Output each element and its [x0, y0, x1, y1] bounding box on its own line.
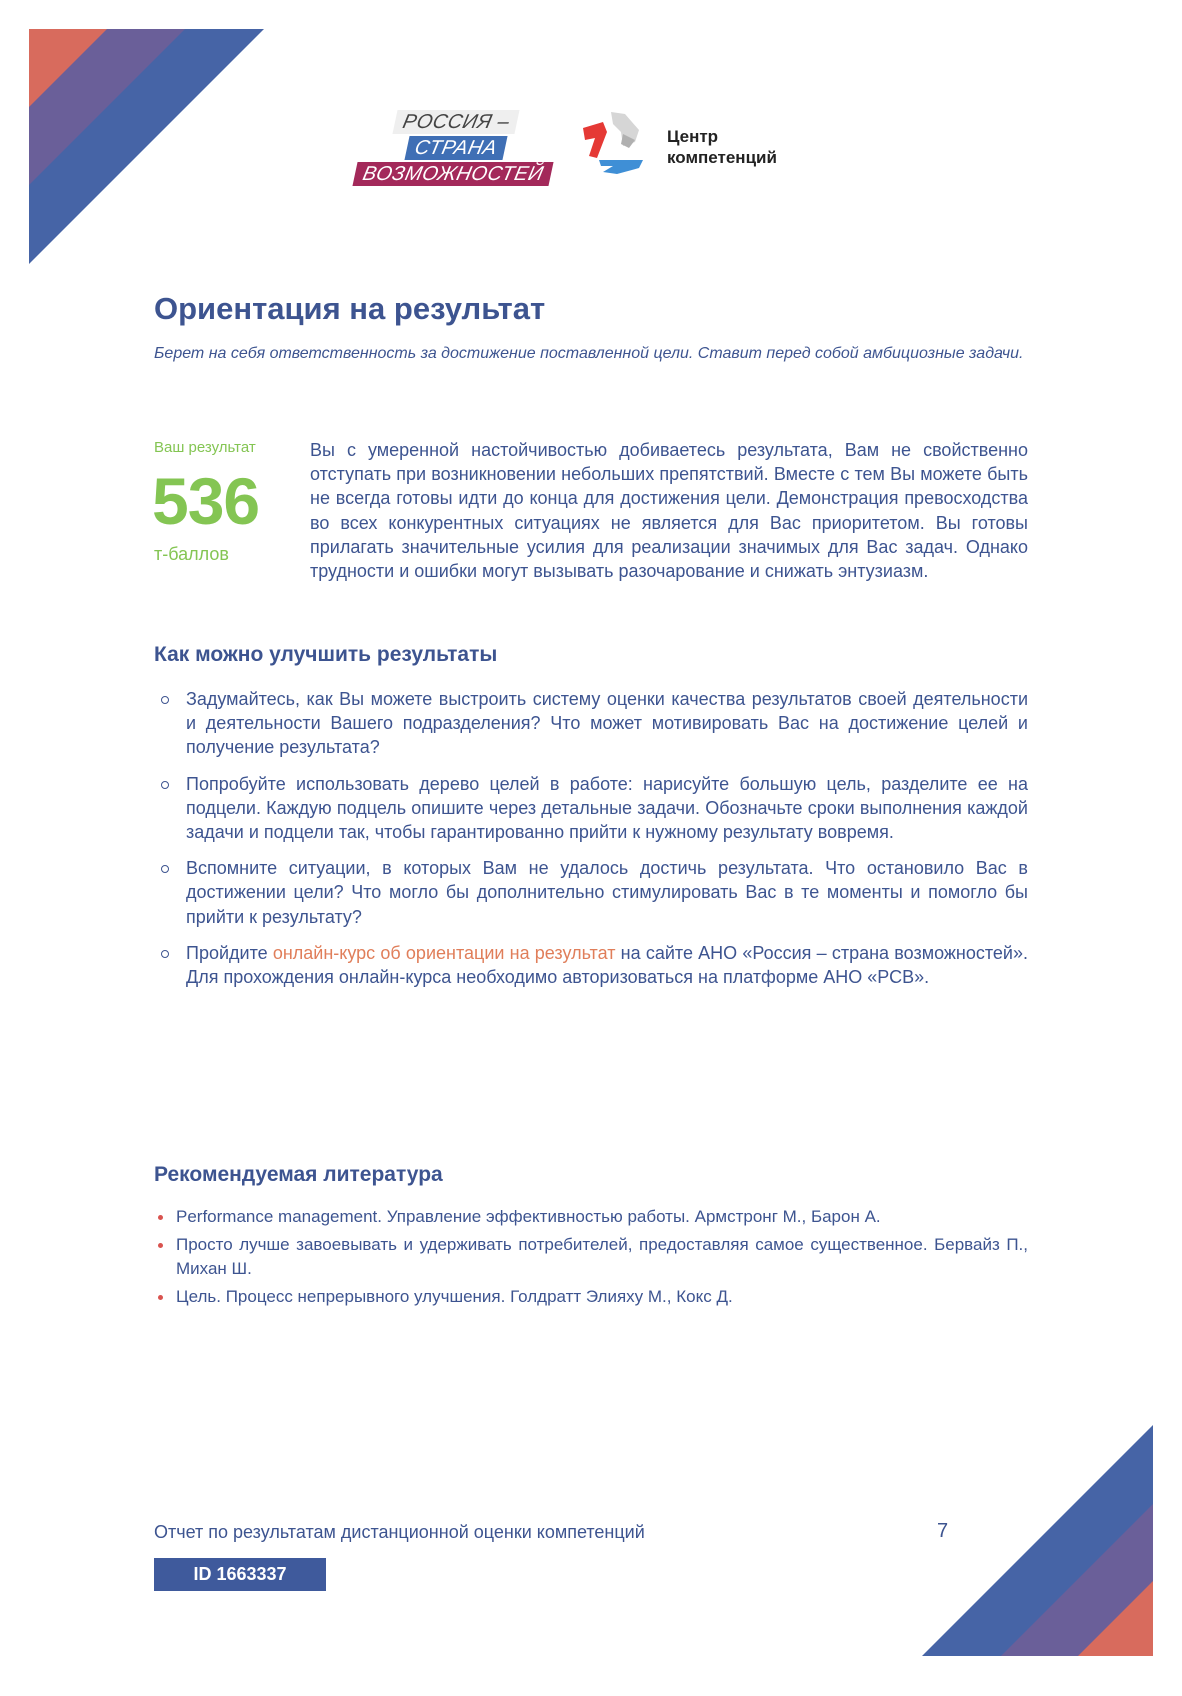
competence-center-wordmark: Центр компетенций [667, 127, 777, 167]
dot-bullet-icon [158, 1215, 163, 1220]
footer-report-title: Отчет по результатам дистанционной оценки компетенций [154, 1522, 645, 1542]
score-label: Ваш результат [154, 439, 256, 456]
id-badge: ID 1663337 [154, 1558, 326, 1591]
circle-bullet-icon [161, 696, 169, 704]
improve-heading: Как можно улучшить результаты [154, 643, 498, 666]
literature-item: Цель. Процесс непрерывного улучшения. Голдратт Элияху М., Кокс Д. [154, 1285, 1028, 1309]
circle-bullet-icon [161, 865, 169, 873]
tip-item: Попробуйте использовать дерево целей в работе: нарисуйте большую цель, разделите ее на подцели. Каждую подцель опишите через детальные задачи. Обозначьте сроки выполнения каждой задачи и подцели так, чтобы гарантированно прийти к нужному результату вовремя. [154, 772, 1028, 845]
dot-bullet-icon [158, 1243, 163, 1248]
logo-rsv-line-1: РОССИЯ – [392, 110, 520, 134]
literature-heading: Рекомендуемая литература [154, 1163, 443, 1186]
dot-bullet-icon [158, 1295, 163, 1300]
competence-center-emblem-icon [577, 110, 652, 182]
tip-item: Задумайтесь, как Вы можете выстроить систему оценки качества результатов своей деятельности и деятельности Вашего подразделения? Что может мотивировать Вас на достижение целей и получение результата? [154, 687, 1028, 760]
corner-stripes-top-left [29, 29, 264, 264]
score-unit: т-баллов [154, 544, 229, 564]
literature-item: Performance management. Управление эффективностью работы. Армстронг М., Барон А. [154, 1205, 1028, 1229]
circle-bullet-icon [161, 950, 169, 958]
circle-bullet-icon [161, 781, 169, 789]
logo-russia-land-of-opportunity [355, 110, 555, 190]
tip-item-course: Пройдите онлайн-курс об ориентации на результат на сайте АНО «Россия – страна возможностей». Для прохождения онлайн-курса необходимо авторизоваться на платформе АНО «РСВ». [154, 941, 1028, 989]
online-course-link[interactable]: онлайн-курс об ориентации на результат [272, 942, 616, 963]
logo-rsv-line-3: ВОЗМОЖНОСТЕЙ [352, 162, 553, 186]
corner-stripes-bottom-right [922, 1425, 1153, 1656]
result-description: Вы с умеренной настойчивостью добиваетесь результата, Вам не свойственно отступать при возникновении небольших препятствий. Вместе с тем Вы можете быть не всегда готовы идти до конца для достижения цели. Демонстрация превосходства во всех конкурентных ситуациях не является для Вас приоритетом. Вы готовы прилагать значительные усилия для реализации значимых для Вас задач. Однако трудности и ошибки могут вызывать разочарование и снижать энтузиазм. [310, 440, 1028, 582]
score-value: 536 [152, 464, 260, 538]
literature-item: Просто лучше завоевывать и удерживать потребителей, предоставляя самое существенное. Бервайз П., Михан Ш. [154, 1233, 1028, 1281]
logo-competence-center [577, 110, 827, 185]
page-title: Ориентация на результат [154, 291, 546, 326]
logo-rsv-line-2: СТРАНА [404, 136, 507, 160]
page-subtitle: Берет на себя ответственность за достижение поставленной цели. Ставит перед собой амбициозные задачи. [154, 345, 1024, 362]
tip-item: Вспомните ситуации, в которых Вам не удалось достичь результата. Что остановило Вас в достижении цели? Что могло бы дополнительно стимулировать Вас в те моменты и помогло бы прийти к результату? [154, 856, 1028, 929]
improve-tips-list [154, 687, 1028, 1001]
page-number: 7 [937, 1520, 949, 1542]
literature-list [154, 1205, 1028, 1313]
